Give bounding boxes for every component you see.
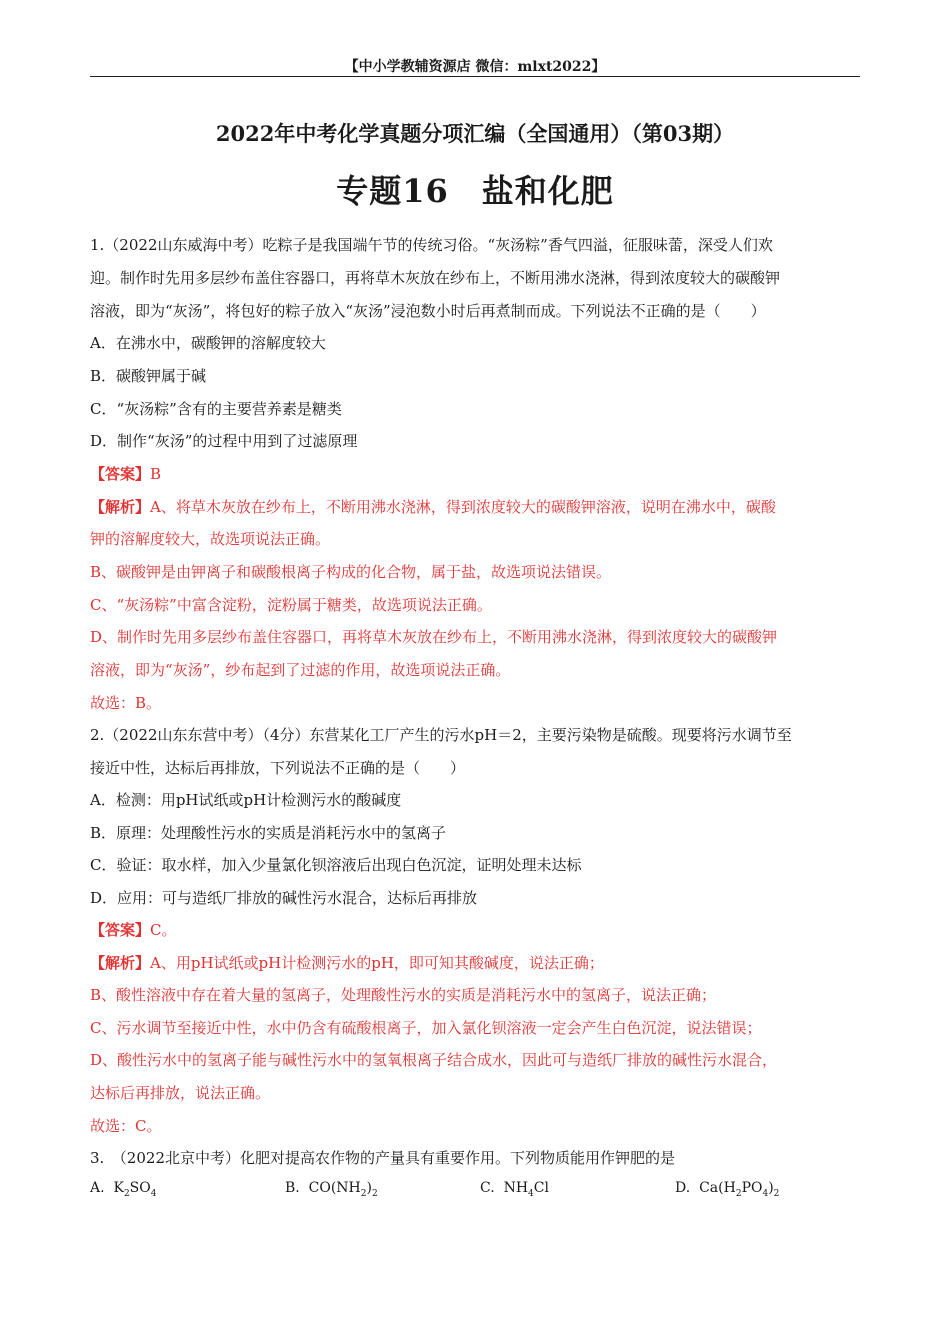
q2-stem-line: 接近中性，达标后再排放，下列说法不正确的是（ ） [90, 759, 466, 777]
answer-label: 【答案】 [90, 465, 151, 483]
q1-stem-line: 迎。制作时先用多层纱布盖住容器口，再将草木灰放在纱布上，不断用沸水浇淋，得到浓度较大的碳酸钾 [90, 269, 781, 287]
q2-analysis-line: C、污水调节至接近中性，水中仍含有硫酸根离子，加入氯化钡溶液一定会产生白色沉淀，说法错误； [90, 1019, 762, 1037]
q2-analysis-line [90, 952, 860, 973]
answer-value: C。 [150, 921, 177, 939]
q1-analysis-line: B、碳酸钾是由钾离子和碳酸根离子构成的化合物，属于盐，故选项说法错误。 [90, 563, 612, 581]
answer-value: B [150, 465, 162, 483]
q1-option-a: A．在沸水中，碳酸钾的溶解度较大 [90, 334, 326, 352]
q1-option-c: C．“灰汤粽”含有的主要营养素是糖类 [90, 400, 342, 418]
q1-option-d: D．制作“灰汤”的过程中用到了过滤原理 [90, 432, 358, 450]
document-title: 2022年中考化学真题分项汇编（全国通用）（第03期） [215, 121, 735, 146]
q1-analysis-line: C、“灰汤粽”中富含淀粉，淀粉属于糖类，故选项说法正确。 [90, 596, 492, 614]
q2-stem-line: 2.（2022山东东营中考）（4分）东营某化工厂产生的污水pH＝2，主要污染物是硫酸。现要将污水调节至 [90, 726, 792, 744]
analysis-text: A、用pH试纸或pH计检测污水的pH，即可知其酸碱度，说法正确； [150, 954, 604, 972]
q1-analysis-line: 溶液，即为“灰汤”，纱布起到了过滤的作用，故选项说法正确。 [90, 661, 511, 679]
q2-option-c: C．验证：取水样，加入少量氯化钡溶液后出现白色沉淀，证明处理未达标 [90, 856, 582, 874]
q2-analysis-line: 达标后再排放，说法正确。 [90, 1084, 271, 1102]
q3-option-d: D. $Ca(H_2PO_4)_2$ [675, 1180, 780, 1199]
q2-analysis-line: D、酸性污水中的氢离子能与碱性污水中的氢氧根离子结合成水，因此可与造纸厂排放的碱性污水混合， [90, 1051, 778, 1069]
q2-option-b: B．原理：处理酸性污水的实质是消耗污水中的氢离子 [90, 824, 447, 842]
q3-option-b: B. $CO(NH_2)_2$ [285, 1180, 378, 1199]
q1-analysis-line: 钾的溶解度较大，故选项说法正确。 [90, 530, 331, 548]
q3-option-a: A. $K_2SO_4$ [90, 1180, 157, 1199]
q1-stem-line: 1.（2022山东威海中考）吃粽子是我国端午节的传统习俗。“灰汤粽”香气四溢，征服味蕾，深受人们欢 [90, 236, 773, 254]
analysis-label: 【解析】 [90, 954, 151, 972]
analysis-text: A、将草木灰放在纱布上，不断用沸水浇淋，得到浓度较大的碳酸钾溶液，说明在沸水中，碳酸 [150, 498, 776, 516]
q1-analysis-line [90, 496, 860, 517]
q1-choice: 故选：B。 [90, 694, 162, 712]
q2-analysis-line: B、酸性溶液中存在着大量的氢离子，处理酸性污水的实质是消耗污水中的氢离子，说法正确； [90, 986, 717, 1004]
q2-option-a: A．检测：用pH试纸或pH计检测污水的酸碱度 [90, 791, 402, 809]
q1-analysis-line: D、制作时先用多层纱布盖住容器口，再将草木灰放在纱布上，不断用沸水浇淋，得到浓度较大的碳酸钾 [90, 628, 778, 646]
q2-option-d: D．应用：可与造纸厂排放的碱性污水混合，达标后再排放 [90, 889, 478, 907]
q1-answer [90, 463, 860, 484]
answer-label: 【答案】 [90, 921, 151, 939]
q1-stem-line: 溶液，即为“灰汤”，将包好的粽子放入“灰汤”浸泡数小时后再煮制而成。下列说法不正确的是（ ） [90, 302, 766, 320]
q1-option-b: B．碳酸钾属于碱 [90, 367, 207, 385]
q3-option-c: C. $NH_4Cl$ [480, 1180, 549, 1199]
page-header: 【中小学教辅资源店 微信：mlxt2022】 [344, 59, 606, 75]
analysis-label: 【解析】 [90, 498, 151, 516]
q2-answer [90, 919, 860, 940]
topic-title: 专题16 盐和化肥 [336, 172, 614, 210]
q2-choice: 故选：C。 [90, 1117, 162, 1135]
header-divider [90, 76, 860, 77]
q3-stem: 3. （2022北京中考）化肥对提高农作物的产量具有重要作用。下列物质能用作钾肥的是 [90, 1149, 675, 1167]
